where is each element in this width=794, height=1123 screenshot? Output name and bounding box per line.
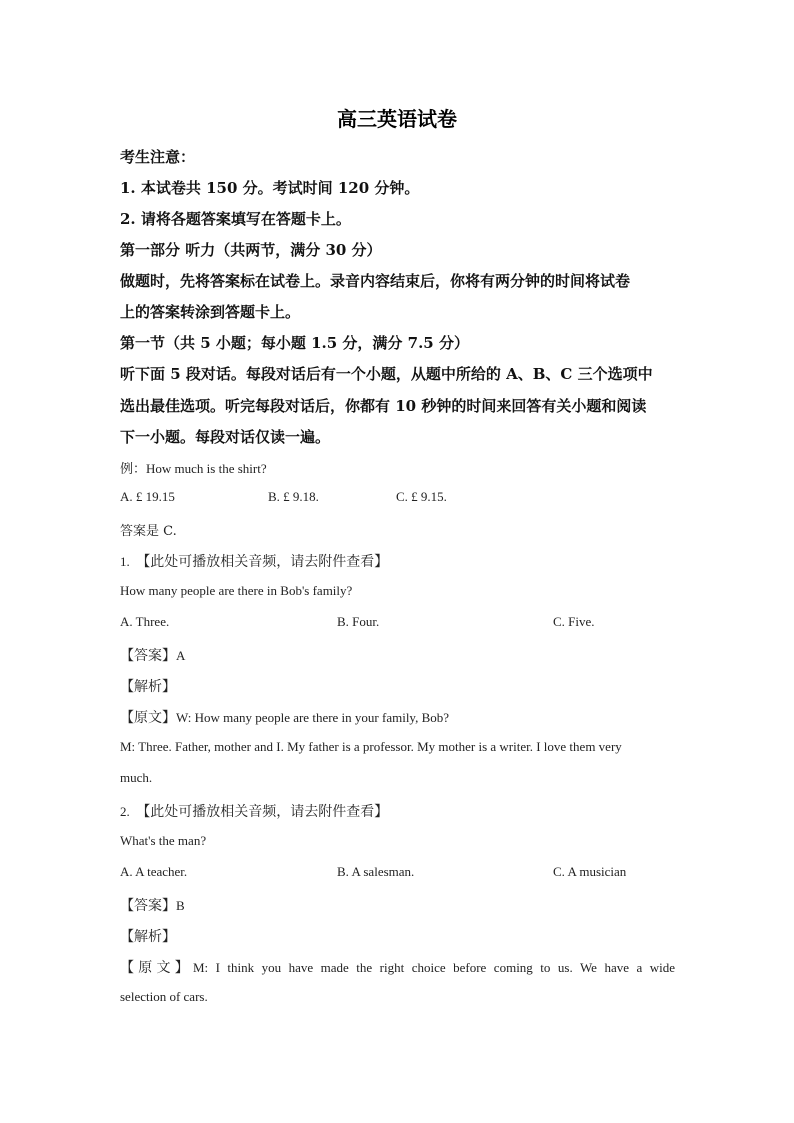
section1-instruction-line-2: 选出最佳选项。听完每段对话后，你都有 10 秒钟的时间来回答有关小题和阅读 bbox=[120, 397, 647, 415]
example-option-c: C. £ 9.15. bbox=[396, 489, 447, 504]
section1-instruction-line-3: 下一小题。每段对话仅读一遍。 bbox=[120, 428, 331, 446]
example-question: How much is the shirt? bbox=[146, 461, 267, 476]
q2-transcript-line-2: selection of cars. bbox=[120, 989, 208, 1004]
q1-transcript-label: 【原文】 bbox=[120, 710, 176, 726]
q1-transcript-line-3: much. bbox=[120, 770, 153, 785]
q1-number: 1. bbox=[120, 554, 130, 569]
notice-heading: 考生注意： bbox=[120, 148, 196, 166]
q2-transcript-text-1: M: I think you have made the right choice before coming to us. We have a wide bbox=[192, 960, 675, 975]
part1-instruction-line-1: 做题时，先将答案标在试卷上。录音内容结束后，你将有两分钟的时间将试卷 bbox=[120, 272, 631, 290]
part1-instruction-line-2: 上的答案转涂到答题卡上。 bbox=[120, 303, 301, 321]
example-option-b: B. £ 9.18. bbox=[268, 489, 319, 504]
example-answer: 答案是 C. bbox=[120, 524, 177, 539]
example-question-line bbox=[120, 458, 267, 477]
example-prefix: 例： bbox=[120, 462, 147, 477]
q2-header bbox=[120, 801, 388, 821]
q1-option-b: B. Four. bbox=[337, 614, 380, 629]
part1-heading: 第一部分 听力（共两节，满分 30 分） bbox=[120, 241, 382, 259]
q2-answer: B bbox=[176, 898, 185, 913]
q2-answer-line bbox=[120, 895, 185, 915]
q2-option-b: B. A salesman. bbox=[337, 864, 415, 879]
q1-answer: A bbox=[176, 648, 186, 663]
notice-item-1: 1. 本试卷共 150 分。考试时间 120 分钟。 bbox=[120, 179, 420, 197]
q2-option-c: C. A musician bbox=[553, 864, 627, 879]
page-title: 高三英语试卷 bbox=[337, 107, 457, 131]
q2-answer-label: 【答案】 bbox=[120, 898, 176, 914]
q2-audio-note: 【此处可播放相关音频，请去附件查看】 bbox=[136, 804, 389, 820]
q1-analysis-label: 【解析】 bbox=[120, 679, 176, 695]
q1-option-a: A. Three. bbox=[120, 614, 170, 629]
q1-audio-note: 【此处可播放相关音频，请去附件查看】 bbox=[136, 554, 389, 570]
q2-analysis-label: 【解析】 bbox=[120, 929, 176, 945]
q1-transcript-line-2: M: Three. Father, mother and I. My father is a professor. My mother is a writer. I love them very bbox=[120, 739, 622, 754]
q2-transcript-line-1 bbox=[120, 957, 675, 977]
section1-heading: 第一节（共 5 小题；每小题 1.5 分，满分 7.5 分） bbox=[120, 334, 469, 352]
example-option-a: A. £ 19.15 bbox=[120, 489, 175, 504]
section1-instruction-line-1: 听下面 5 段对话。每段对话后有一个小题，从题中所给的 A、B、C 三个选项中 bbox=[120, 365, 653, 383]
q1-answer-line bbox=[120, 645, 185, 665]
q1-header bbox=[120, 551, 388, 571]
q1-option-c: C. Five. bbox=[553, 614, 595, 629]
q2-number: 2. bbox=[120, 804, 130, 819]
notice-item-2: 2. 请将各题答案填写在答题卡上。 bbox=[120, 210, 351, 228]
q2-question: What's the man? bbox=[120, 833, 207, 848]
q1-transcript-line-1 bbox=[120, 707, 449, 727]
q2-transcript-label: 【原文】 bbox=[120, 960, 193, 976]
q2-option-a: A. A teacher. bbox=[120, 864, 188, 879]
q1-question: How many people are there in Bob's family? bbox=[120, 583, 353, 598]
q1-transcript-text-1: W: How many people are there in your family, Bob? bbox=[176, 710, 450, 725]
q1-answer-label: 【答案】 bbox=[120, 648, 176, 664]
